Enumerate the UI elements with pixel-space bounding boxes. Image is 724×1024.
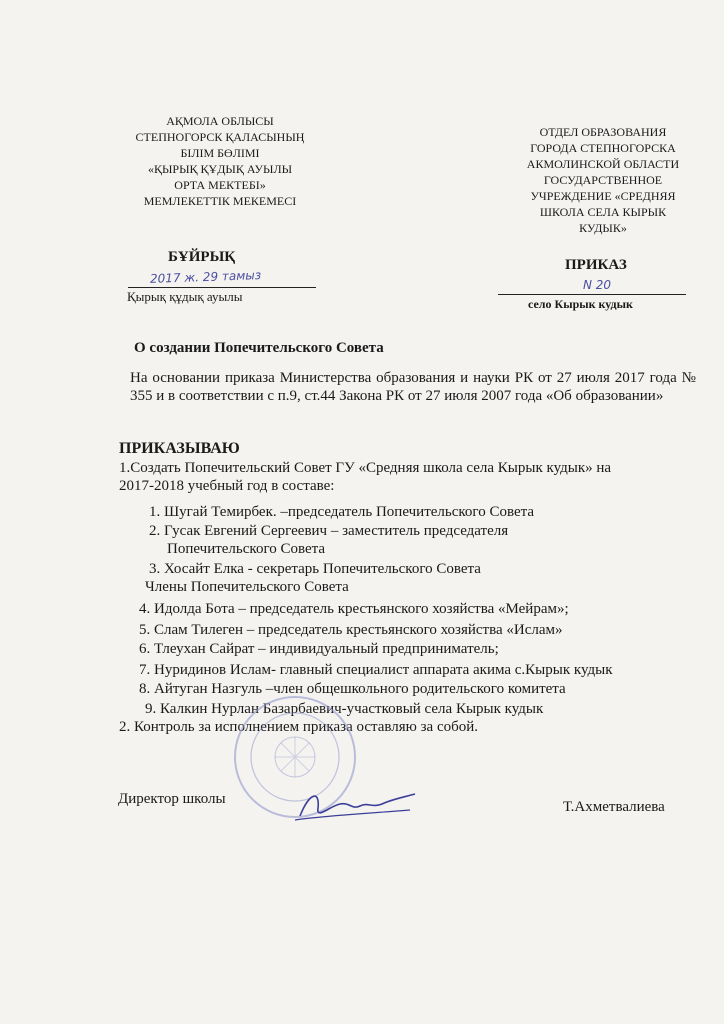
header-right-line: УЧРЕЖДЕНИЕ «СРЕДНЯЯ bbox=[530, 189, 676, 203]
member-item: 1. Шугай Темирбек. –председатель Попечительского Совета bbox=[149, 504, 534, 520]
member-item-cont: Попечительского Совета bbox=[167, 541, 326, 557]
point-1-line-b: 2017-2018 учебный год в составе: bbox=[119, 478, 335, 494]
header-right bbox=[508, 124, 698, 236]
member-item: 7. Нуридинов Ислам- главный специалист аппарата акима с.Кырык кудык bbox=[139, 662, 613, 678]
header-right-line: ГОРОДА СТЕПНОГОРСКА bbox=[530, 141, 676, 155]
header-left bbox=[120, 113, 320, 209]
member-item: 8. Айтуган Назгуль –член общешкольного родительского комитета bbox=[139, 681, 566, 697]
header-right-line: АКМОЛИНСКОЙ ОБЛАСТИ bbox=[526, 157, 680, 171]
member-item: 9. Калкин Нурлан Базарбаевич-участковый села Кырык кудык bbox=[145, 701, 544, 717]
header-right-line: КУДЫК» bbox=[579, 221, 627, 235]
header-left-line: АҚМОЛА ОБЛЫСЫ bbox=[166, 114, 274, 128]
header-left-line: БІЛІМ БӨЛІМІ bbox=[180, 146, 260, 160]
member-item: 4. Идолда Бота – председатель крестьянского хозяйства «Мейрам»; bbox=[139, 601, 569, 617]
point-2: 2. Контроль за исполнением приказа оставляю за собой. bbox=[119, 719, 479, 735]
subject: О создании Попечительского Совета bbox=[134, 340, 384, 356]
place-kz: Қырық құдық ауылы bbox=[127, 289, 243, 304]
header-left-line: МЕМЛЕКЕТТІК МЕКЕМЕСІ bbox=[143, 194, 297, 208]
header-right-line: ГОСУДАРСТВЕННОЕ bbox=[543, 173, 663, 187]
header-left-line: ОРТА МЕКТЕБІ» bbox=[174, 178, 266, 192]
handwritten-signature bbox=[290, 786, 420, 826]
point-1-line-a: 1.Создать Попечительский Совет ГУ «Средняя школа села Кырык кудык» на bbox=[119, 460, 612, 476]
member-item: 3. Хосайт Елка - секретарь Попечительского Совета bbox=[149, 561, 481, 577]
doc-type-kz: БҰЙРЫҚ bbox=[168, 249, 236, 265]
member-item: 5. Слам Тилеген – председатель крестьянского хозяйства «Ислам» bbox=[139, 622, 563, 638]
doc-type-ru: ПРИКАЗ bbox=[565, 257, 627, 273]
header-left-line: «ҚЫРЫҚ ҚҰДЫҚ АУЫЛЫ bbox=[147, 162, 293, 176]
signature-name: Т.Ахметвалиева bbox=[563, 799, 665, 815]
order-word: ПРИКАЗЫВАЮ bbox=[119, 440, 240, 457]
place-ru: село Кырык кудык bbox=[528, 297, 633, 311]
header-right-line: ШКОЛА СЕЛА КЫРЫК bbox=[539, 205, 667, 219]
header-left-line: СТЕПНОГОРСК ҚАЛАСЫНЫҢ bbox=[135, 130, 305, 144]
signature-position: Директор школы bbox=[118, 791, 226, 807]
member-item: 6. Тлеухан Сайрат – индивидуальный предприниматель; bbox=[139, 641, 499, 657]
member-item: 2. Гусак Евгений Сергеевич – заместитель председателя bbox=[149, 523, 509, 539]
basis-paragraph: На основании приказа Министерства образования и науки РК от 27 июля 2017 года № 355 и в соответствии с п.9, ст.44 Закона РК от 27 июля 2007 года «Об образовании» bbox=[130, 370, 696, 404]
number-line bbox=[498, 294, 686, 295]
date-handwritten: 2017 ж. 29 тамыз bbox=[149, 268, 262, 286]
date-line bbox=[128, 287, 316, 288]
number-handwritten: N 20 bbox=[583, 278, 612, 292]
header-right-line: ОТДЕЛ ОБРАЗОВАНИЯ bbox=[539, 125, 667, 139]
members-subheading: Члены Попечительского Совета bbox=[145, 579, 349, 595]
